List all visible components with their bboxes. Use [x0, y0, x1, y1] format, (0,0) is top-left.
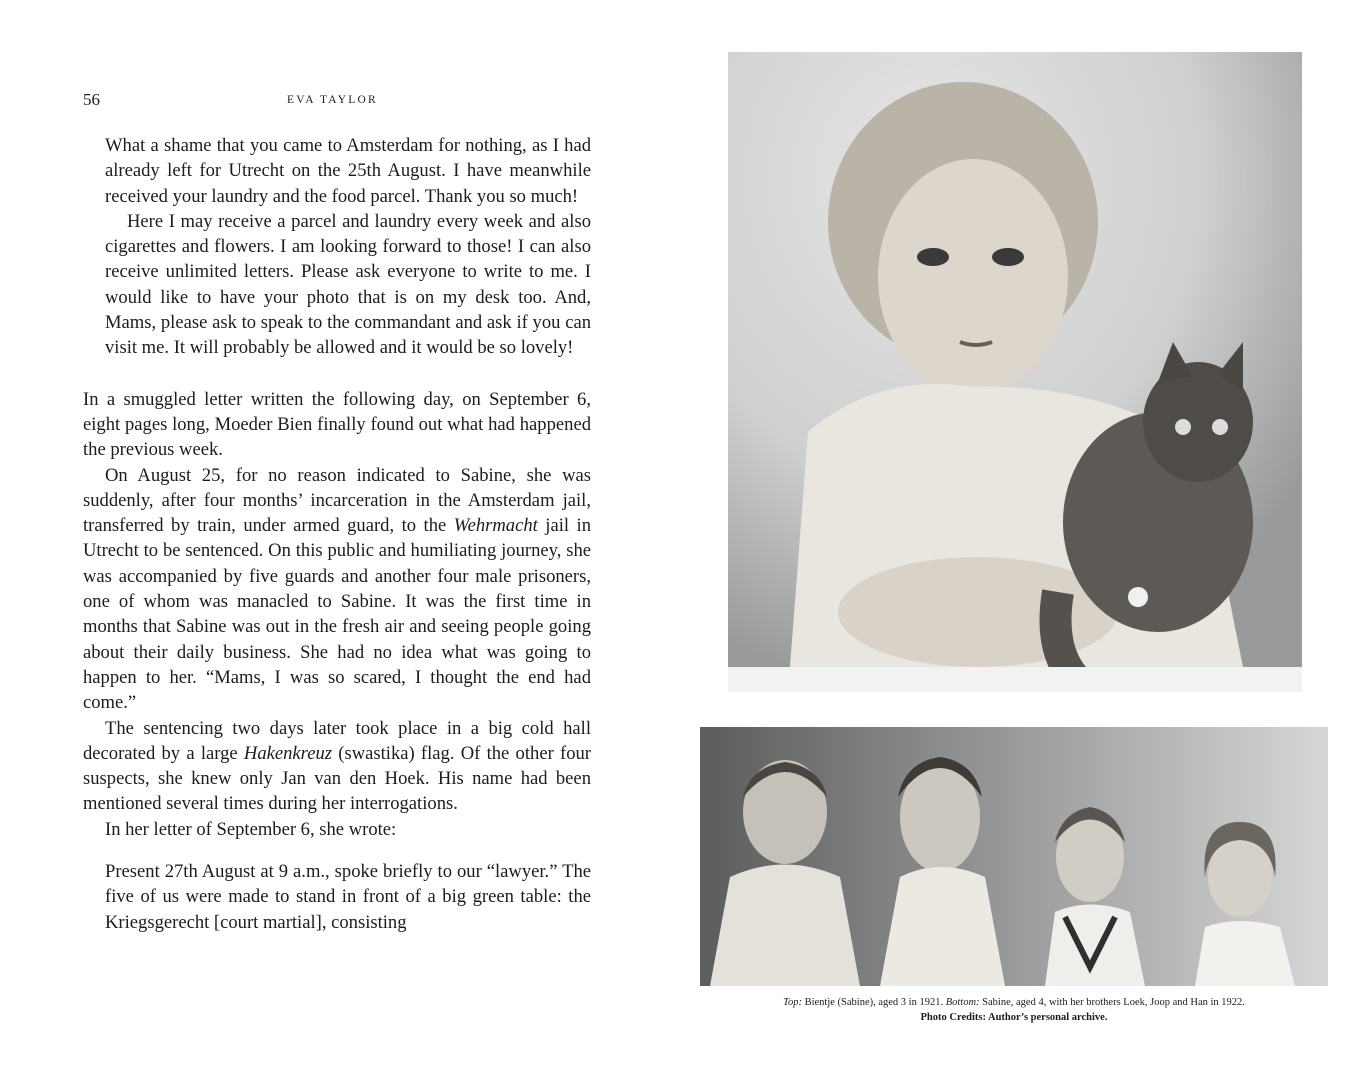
letter-quote-paragraph-3: Present 27th August at 9 a.m., spoke briefly to our “lawyer.” The five of us were made to stand in front of a big green table: the Kriegsgerecht [court martial], consisting [105, 861, 591, 933]
running-head: EVA TAYLOR [287, 94, 378, 106]
narrative-paragraph-2: On August 25, for no reason indicated to Sabine, she was suddenly, after four months’ incarceration in the Amsterdam jail, transferred by train, under armed guard, to the Wehrmacht jail in Utrecht to be sentenced. On this public and humiliating journey, she was accompanied by five guards and another four male prisoners, one of whom was manacled to Sabine. It was the first time in months that Sabine was out in the fresh air and seeing people going about their daily business. She had no idea what was going to happen to her. “Mams, I was so scared, I thought the end had come.” [83, 464, 592, 714]
portrait-child-with-cat-photo [728, 52, 1302, 692]
letter-quote-paragraph-1: What a shame that you came to Amsterdam for nothing, as I had already left for Utrecht on the 25th August. I have meanwhile received your laundry and the food parcel. Thank you so much! [105, 135, 591, 207]
page-number: 56 [83, 90, 100, 109]
narrative-paragraph-4: In her letter of September 6, she wrote: [105, 818, 397, 840]
body-text [83, 133, 591, 935]
narrative-paragraph-3: The sentencing two days later took place in a big cold hall decorated by a large Hakenkreuz (swastika) flag. Of the other four suspects, she knew only Jan van den Hoek. His name had been mentioned several times during her interrogations. [83, 717, 591, 815]
photo-credits: Photo Credits: Author’s personal archive. [920, 1012, 1108, 1023]
group-portrait-four-children-photo [700, 727, 1328, 986]
letter-quote-paragraph-2: Here I may receive a parcel and laundry every week and also cigarettes and flowers. I am looking forward to those! I can also receive unlimited letters. Please ask everyone to write to me. I would like to have your photo that is on my desk too. And, Mams, please ask to speak to the commandant and ask if you can visit me. It will probably be allowed and it would be so lovely! [105, 210, 591, 359]
photo-caption [700, 995, 1328, 1025]
narrative-paragraph-1: In a smuggled letter written the following day, on September 6, eight pages long, Moeder Bien finally found out what had happened the previous week. [83, 388, 591, 461]
caption-description: Top: Bientje (Sabine), aged 3 in 1921. Bottom: Sabine, aged 4, with her brothers Loek, Joop and Han in 1922. [783, 997, 1245, 1008]
left-page [0, 0, 676, 1080]
